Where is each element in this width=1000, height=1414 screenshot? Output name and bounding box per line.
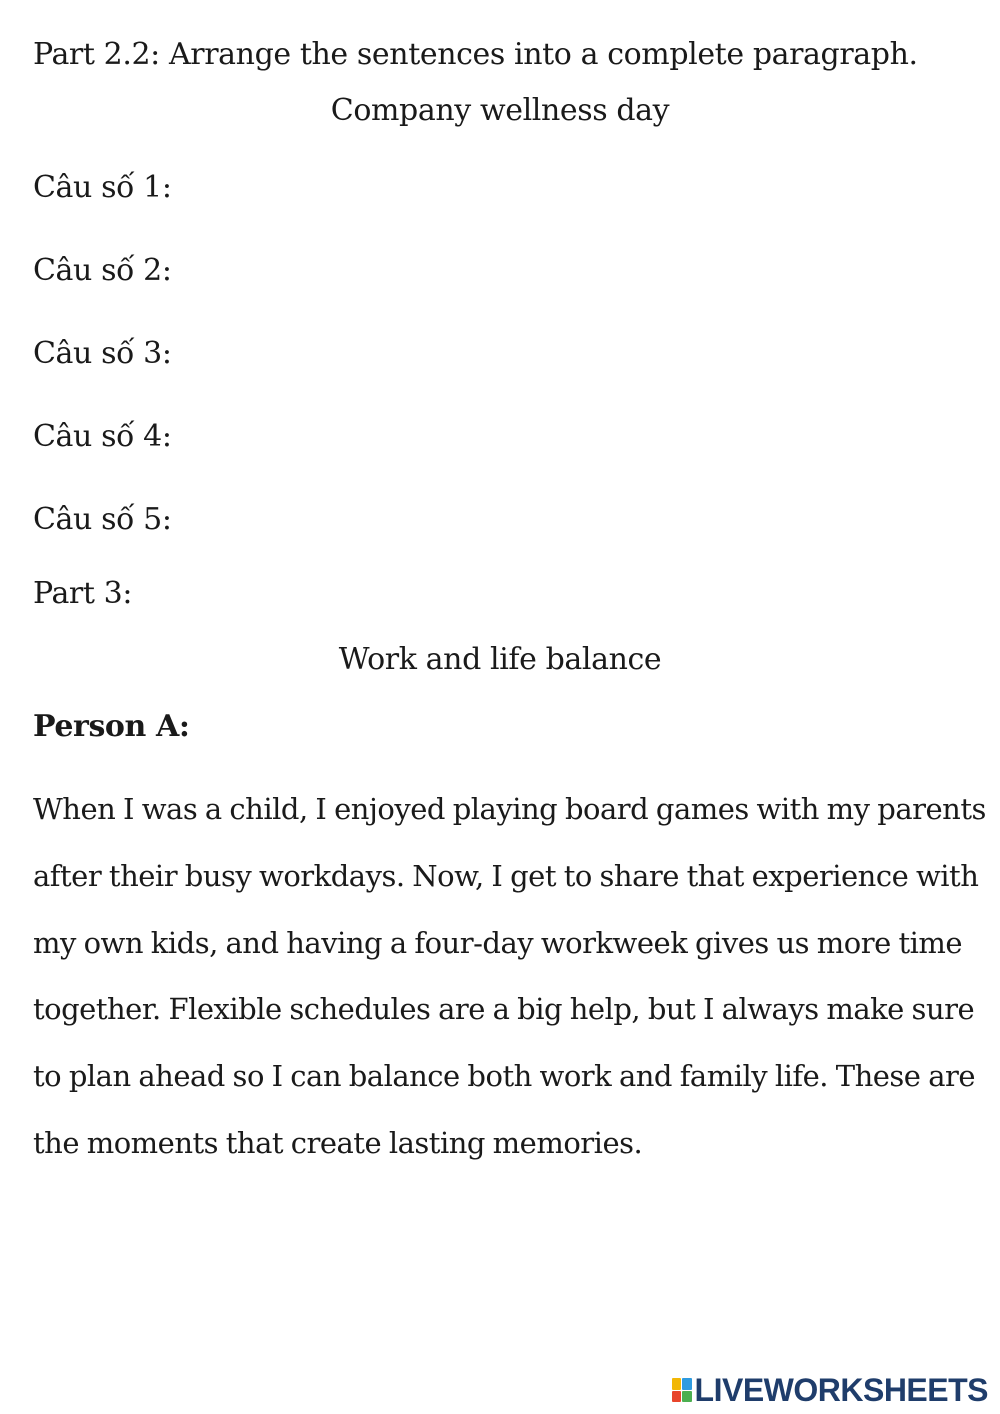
passage-line: together. Flexible schedules are a big help, but I always make sure	[33, 992, 975, 1027]
part-2-2-title: Company wellness day	[330, 93, 670, 128]
part-2-2-instruction: Part 2.2: Arrange the sentences into a complete paragraph.	[33, 37, 918, 72]
sentence-label-5: Câu số 5:	[33, 502, 172, 537]
sentence-label-1: Câu số 1:	[33, 170, 172, 205]
passage-line: my own kids, and having a four-day workweek gives us more time	[33, 925, 963, 960]
liveworksheets-logo-icon	[672, 1378, 692, 1402]
passage-line: after their busy workdays. Now, I get to share that experience with	[33, 858, 979, 893]
sentence-label-2: Câu số 2:	[33, 253, 172, 288]
sentence-label-3: Câu số 3:	[33, 336, 172, 371]
passage-paragraph	[33, 776, 986, 1177]
part-3-label: Part 3:	[33, 576, 133, 611]
speaker-label: Person A:	[33, 709, 190, 744]
logo-text: LIVEWORKSHEETS	[694, 1371, 988, 1408]
passage-line: When I was a child, I enjoyed playing board games with my parents	[33, 792, 986, 826]
logo-square-icon	[682, 1378, 692, 1390]
liveworksheets-logo[interactable]	[672, 1372, 988, 1408]
sentence-label-4: Câu số 4:	[33, 419, 172, 454]
logo-square-icon	[682, 1391, 692, 1403]
part-3-title: Work and life balance	[338, 642, 662, 677]
passage-line: the moments that create lasting memories.	[33, 1125, 643, 1160]
logo-square-icon	[672, 1391, 682, 1403]
passage-line: to plan ahead so I can balance both work and family life. These are	[33, 1059, 976, 1094]
logo-square-icon	[672, 1378, 682, 1390]
